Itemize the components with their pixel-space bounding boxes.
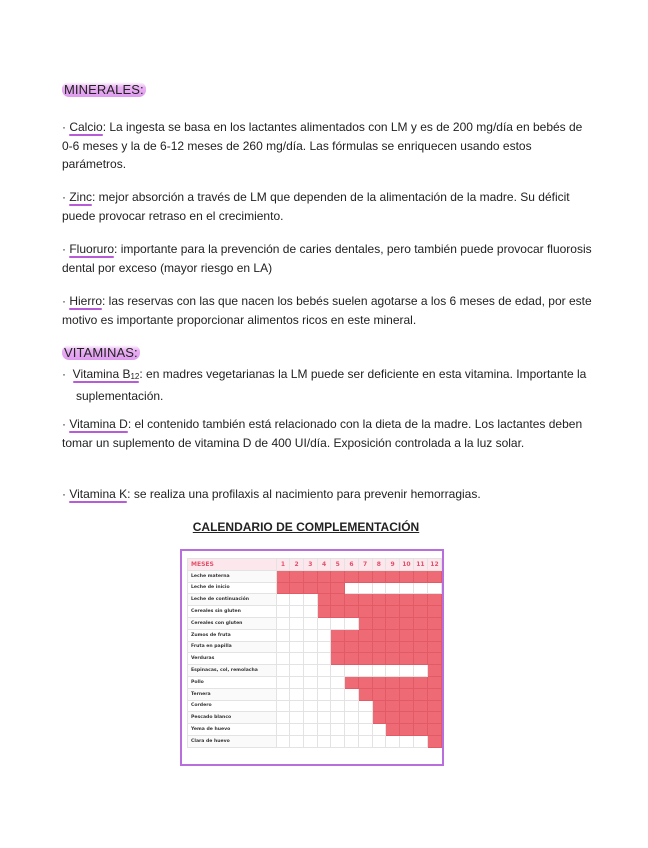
month-cell-empty [276,594,290,606]
month-cell-empty [345,735,359,747]
month-cell-empty [317,676,331,688]
month-cell-active [386,724,400,736]
month-cell-empty [317,724,331,736]
month-cell-active [399,617,413,629]
calendar-row [188,724,442,736]
month-cell-active [427,700,441,712]
month-cell-active [413,641,427,653]
month-cell-active [372,712,386,724]
month-cell-active [303,582,317,594]
month-cell-empty [331,665,345,677]
month-cell-active [413,700,427,712]
month-cell-active [413,712,427,724]
month-cell-empty [276,665,290,677]
month-cell-empty [331,712,345,724]
food-label: Espinacas, col, remolacha [188,665,277,677]
month-cell-empty [290,688,304,700]
month-cell-empty [317,700,331,712]
month-cell-active [386,712,400,724]
month-header-4: 4 [317,559,331,571]
month-cell-active [427,641,441,653]
month-cell-empty [276,735,290,747]
month-cell-active [345,676,359,688]
month-cell-empty [290,641,304,653]
month-cell-empty [386,582,400,594]
month-cell-active [345,606,359,618]
calendar-row [188,606,442,618]
month-cell-empty [345,617,359,629]
month-cell-empty [276,676,290,688]
month-cell-empty [345,724,359,736]
month-cell-empty [413,582,427,594]
mineral-item-calcio: · Calcio: La ingesta se basa en los lactantes alimentados con LM y es de 200 mg/día en bebés de 0-6 meses y la de 6-12 meses de 260 mg/día. Las fórmulas se enriquecen usando estos parámetros. [62,120,583,171]
month-cell-active [427,676,441,688]
month-cell-empty [386,735,400,747]
calendar-row [188,700,442,712]
month-header-12: 12 [427,559,441,571]
section-heading-minerales: MINERALES: [64,82,144,97]
month-cell-empty [303,688,317,700]
month-cell-active [345,594,359,606]
month-cell-empty [345,582,359,594]
vitamin-item-k: · Vitamina K: se realiza una profilaxis al nacimiento para prevenir hemorragias. [62,487,481,501]
month-cell-empty [358,724,372,736]
term-vitamina-d: Vitamina D [69,417,128,431]
vitamin-item-d: · Vitamina D: el contenido también está relacionado con la dieta de la madre. Los lactantes deben tomar un suplemento de vitamina D de 400 UI/día. Exposición controlada a la luz solar. [62,417,583,450]
month-cell-active [427,606,441,618]
month-cell-empty [303,606,317,618]
month-cell-active [303,570,317,582]
calendar-row [188,594,442,606]
month-cell-empty [317,629,331,641]
section-heading-vitaminas: VITAMINAS: [64,345,138,360]
month-cell-empty [276,617,290,629]
month-cell-empty [358,700,372,712]
month-cell-active [413,724,427,736]
month-cell-empty [386,665,400,677]
food-label: Leche materna [188,570,277,582]
mineral-item-hierro: · Hierro: las reservas con las que nacen los bebés suelen agotarse a los 6 meses de edad, por este motivo es importante proporcionar alimentos ricos en este mineral. [62,294,592,327]
month-cell-active [317,582,331,594]
vitamin-item-b12: · Vitamina B12: en madres vegetarianas la LM puede ser deficiente en esta vitamina. Importante la suplementación. [62,367,587,403]
month-cell-active [331,594,345,606]
month-cell-active [331,629,345,641]
month-cell-active [358,688,372,700]
month-cell-empty [317,653,331,665]
month-cell-active [358,606,372,618]
month-cell-empty [290,653,304,665]
month-cell-active [331,653,345,665]
month-cell-active [372,700,386,712]
month-cell-empty [303,594,317,606]
month-header-10: 10 [399,559,413,571]
term-vitamina-k: Vitamina K [69,487,128,501]
food-label: Cordero [188,700,277,712]
food-label: Yema de huevo [188,724,277,736]
food-label: Ternera [188,688,277,700]
month-cell-active [427,594,441,606]
month-cell-active [317,570,331,582]
month-cell-empty [345,712,359,724]
mineral-item-fluoruro: · Fluoruro: importante para la prevención de caries dentales, pero también puede provocar fluorosis dental por exceso (mayor riesgo en LA) [62,242,592,275]
month-cell-empty [331,735,345,747]
month-cell-empty [276,712,290,724]
calendar-row [188,641,442,653]
month-cell-empty [358,665,372,677]
calendar-row [188,570,442,582]
month-cell-active [372,676,386,688]
month-cell-active [386,641,400,653]
food-label: Pescado blanco [188,712,277,724]
month-cell-empty [372,665,386,677]
month-header-3: 3 [303,559,317,571]
month-cell-active [372,606,386,618]
month-cell-empty [372,582,386,594]
month-cell-active [372,629,386,641]
calendar-row [188,665,442,677]
month-cell-active [358,676,372,688]
month-cell-active [413,688,427,700]
month-cell-active [345,629,359,641]
month-cell-active [427,724,441,736]
month-cell-empty [290,724,304,736]
month-cell-active [358,617,372,629]
month-cell-active [399,606,413,618]
food-label: Verduras [188,653,277,665]
month-cell-empty [317,688,331,700]
food-label: Leche de continuación [188,594,277,606]
month-cell-active [358,641,372,653]
month-cell-active [331,606,345,618]
month-cell-active [399,653,413,665]
month-cell-active [372,641,386,653]
month-cell-active [427,688,441,700]
month-cell-empty [358,582,372,594]
calendar-row [188,688,442,700]
month-cell-active [372,570,386,582]
month-cell-empty [358,712,372,724]
month-cell-empty [331,676,345,688]
month-cell-empty [303,724,317,736]
month-cell-active [317,594,331,606]
month-cell-active [427,653,441,665]
month-header-8: 8 [372,559,386,571]
month-cell-empty [303,641,317,653]
month-header-7: 7 [358,559,372,571]
month-cell-active [386,617,400,629]
month-cell-active [290,570,304,582]
month-cell-empty [276,700,290,712]
month-cell-active [413,594,427,606]
month-cell-empty [290,665,304,677]
month-cell-empty [276,641,290,653]
month-cell-empty [372,735,386,747]
month-cell-active [345,570,359,582]
month-header-5: 5 [331,559,345,571]
month-cell-empty [276,629,290,641]
month-cell-active [290,582,304,594]
month-header-2: 2 [290,559,304,571]
month-cell-active [399,724,413,736]
month-cell-empty [276,688,290,700]
calendar-row [188,712,442,724]
month-cell-active [427,570,441,582]
food-label: Zumos de fruta [188,629,277,641]
calendar-row [188,735,442,747]
month-cell-empty [303,617,317,629]
month-cell-active [386,570,400,582]
month-cell-active [386,676,400,688]
month-cell-empty [345,688,359,700]
month-cell-active [427,617,441,629]
month-cell-active [331,570,345,582]
month-cell-active [372,688,386,700]
month-cell-empty [303,676,317,688]
month-cell-empty [399,735,413,747]
calendar-row [188,582,442,594]
month-cell-empty [399,665,413,677]
month-cell-active [399,688,413,700]
month-cell-empty [331,724,345,736]
month-cell-active [386,594,400,606]
month-cell-empty [303,653,317,665]
month-cell-active [399,570,413,582]
month-cell-active [386,700,400,712]
month-cell-active [358,629,372,641]
term-hierro: Hierro [69,294,103,308]
term-calcio: Calcio [69,120,103,134]
month-header-6: 6 [345,559,359,571]
month-cell-empty [290,735,304,747]
month-cell-empty [303,700,317,712]
month-cell-empty [372,724,386,736]
calendar-row [188,653,442,665]
month-cell-empty [413,665,427,677]
calendar-frame [180,549,444,766]
food-label: Clara de huevo [188,735,277,747]
month-cell-empty [276,606,290,618]
month-cell-active [413,617,427,629]
month-cell-active [372,617,386,629]
month-cell-active [386,653,400,665]
month-cell-active [345,641,359,653]
month-cell-empty [331,617,345,629]
month-cell-active [427,665,441,677]
month-cell-active [372,653,386,665]
month-cell-active [427,735,441,747]
month-cell-empty [290,594,304,606]
month-cell-active [427,712,441,724]
month-cell-empty [303,735,317,747]
month-cell-empty [290,629,304,641]
term-fluoruro: Fluoruro [69,242,115,256]
month-header-label: MESES [188,559,277,571]
calendar-row [188,676,442,688]
month-cell-empty [317,735,331,747]
month-cell-active [386,688,400,700]
month-cell-active [331,582,345,594]
month-cell-active [413,629,427,641]
month-cell-empty [331,688,345,700]
term-vitamina-b12: Vitamina B12 [72,367,140,381]
month-cell-empty [317,617,331,629]
month-cell-active [276,582,290,594]
calendar-table [187,558,442,748]
calendar-header-row [188,559,442,571]
month-cell-active [372,594,386,606]
month-cell-active [399,629,413,641]
month-cell-empty [276,724,290,736]
month-cell-active [413,676,427,688]
month-cell-empty [345,665,359,677]
food-label: Leche de inicio [188,582,277,594]
month-cell-empty [399,582,413,594]
month-cell-empty [317,665,331,677]
calendar-title: CALENDARIO DE COMPLEMENTACIÓN [192,520,420,534]
month-cell-empty [290,712,304,724]
calendar-row [188,629,442,641]
month-cell-active [399,700,413,712]
month-cell-empty [331,700,345,712]
month-header-9: 9 [386,559,400,571]
month-cell-empty [303,665,317,677]
month-cell-empty [276,653,290,665]
month-cell-empty [358,735,372,747]
month-cell-empty [413,735,427,747]
month-cell-active [358,653,372,665]
month-cell-active [413,653,427,665]
calendar-row [188,617,442,629]
month-cell-active [399,641,413,653]
month-cell-empty [317,712,331,724]
food-label: Pollo [188,676,277,688]
month-cell-empty [427,582,441,594]
mineral-item-zinc: · Zinc: mejor absorción a través de LM que dependen de la alimentación de la madre. Su déficit puede provocar retraso en el crecimiento. [62,190,570,223]
food-label: Cereales sin gluten [188,606,277,618]
month-cell-empty [317,641,331,653]
month-cell-empty [290,606,304,618]
month-cell-active [345,653,359,665]
month-header-1: 1 [276,559,290,571]
month-cell-active [358,594,372,606]
month-cell-empty [290,617,304,629]
month-cell-active [317,606,331,618]
month-cell-active [331,641,345,653]
month-cell-active [413,606,427,618]
month-cell-empty [303,712,317,724]
month-cell-active [358,570,372,582]
month-cell-active [276,570,290,582]
month-header-11: 11 [413,559,427,571]
month-cell-empty [303,629,317,641]
month-cell-active [413,570,427,582]
month-cell-empty [290,676,304,688]
month-cell-active [399,676,413,688]
month-cell-active [427,629,441,641]
month-cell-active [386,606,400,618]
month-cell-active [386,629,400,641]
food-label: Fruta en papilla [188,641,277,653]
month-cell-empty [345,700,359,712]
month-cell-active [399,712,413,724]
term-zinc: Zinc [69,190,93,204]
month-cell-empty [290,700,304,712]
month-cell-active [399,594,413,606]
food-label: Cereales con gluten [188,617,277,629]
